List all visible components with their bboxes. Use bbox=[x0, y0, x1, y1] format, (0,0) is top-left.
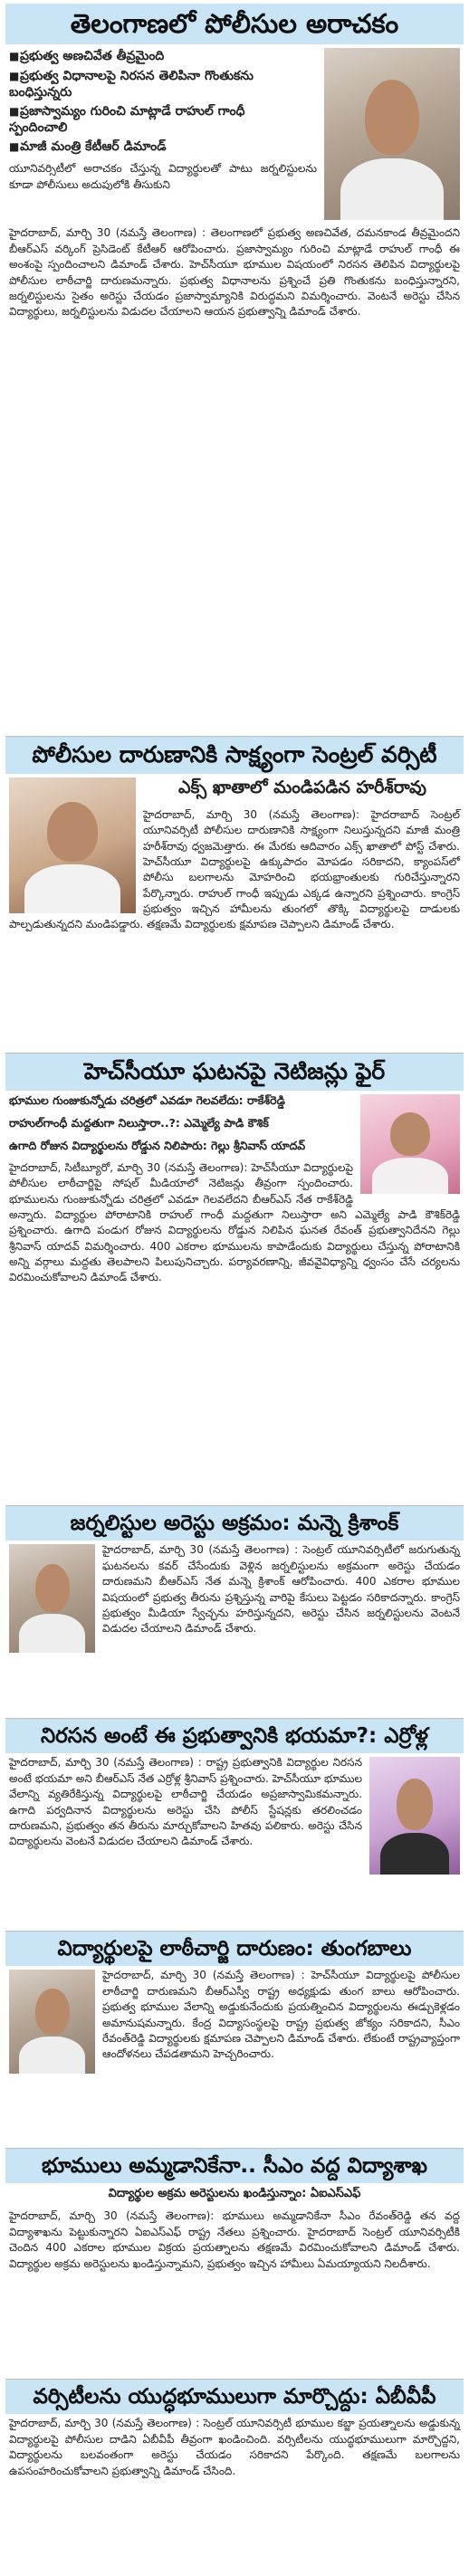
headline-journalists-arrest: జర్నలిస్టుల అరెస్టు అక్రమం: మన్నె క్రిశాంక్ bbox=[5, 1506, 464, 1541]
headline-education-dept: భూములు అమ్మడానికేనా.. సీఎం వద్ద విద్యాశాఖ bbox=[5, 2149, 464, 2183]
article-harish bbox=[5, 737, 464, 1054]
headline-abvp: వర్సిటీలను యుద్ధభూములుగా మార్చొద్దు: ఏబీవీపీ bbox=[5, 2380, 464, 2414]
article-body: హైదరాబాద్, మార్చి 30 (నమస్తే తెలంగాణ) : సెంట్రల్ యూనివర్సిటీ భూముల కబ్జా ప్రయత్నాలను అడ్డుకున్న విద్యార్థులపై పోలీసుల దాడిని ఏబీవీపీ తీవ్రంగా ఖండించింది. వర్సిటీలను యుద్ధభూములుగా మార్చొద్దని, విద్యార్థులను బలవంతంగా అరెస్టు చేయడం సరికాదని పేర్కొంది. తక్షణమే బలగాలను ఉపసంహరించుకోవాలని ప్రభుత్వాన్ని డిమాండ్ చేసింది. bbox=[9, 2417, 460, 2477]
article-krishank bbox=[5, 1506, 464, 1719]
highlight-item: ■ప్రభుత్వ విధానాలపై నిరసన తెలిపినా గొంతుకను బంధిస్తున్నరు bbox=[9, 68, 254, 100]
article-aisf bbox=[5, 2149, 464, 2380]
highlights-list bbox=[5, 44, 295, 159]
article-body: హైదరాబాద్, మార్చి 30 (నమస్తే తెలంగాణ) : సెంట్రల్ యూనివర్సిటీలో జరుగుతున్న ఘటనలను కవర్ చేసేందుకు వెళ్లిన జర్నలిస్టులను అక్రమంగా అరెస్టు చేయడం దారుణమని బీఆర్ఎస్ నేత మన్నె క్రిశాంక్ ఆరోపించారు. 400 ఎకరాల భూముల విషయంలో ప్రభుత్వ తీరును ప్రశ్నిస్తున్న వారిపై కేసులు పెట్టడం సరికాదన్నారు. కాంగ్రెస్ ప్రభుత్వం మీడియా స్వేచ్ఛను హరిస్తున్నదని, అరెస్టు చేసిన జర్నలిస్టులను వెంటనే విడుదల చేయాలని డిమాండ్ చేశారు. bbox=[102, 1543, 460, 1636]
krishank-photo bbox=[9, 1544, 95, 1653]
article-body: హైదరాబాద్, మార్చి 30 (నమస్తే తెలంగాణ): భూములు అమ్మడానికేనా సీఎం రేవంత్‌రెడ్డి తన వద్ద విద్యాశాఖను పెట్టుకున్నారని ఏఐఎస్ఎఫ్ రాష్ట్ర నేతలు ప్రశ్నించారు. హైదరాబాద్ సెంట్రల్ యూనివర్సిటీకి చెందిన 400 ఎకరాల భూముల విక్రయ ప్రయత్నాలను తక్షణమే విరమించుకోవాలని డిమాండ్ చేశారు. విద్యార్థుల అక్రమ అరెస్టులను ఖండిస్తున్నామని, ప్రభుత్వం ఇచ్చిన హామీలు ఏమయ్యాయని నిలదీశారు. bbox=[9, 2209, 460, 2270]
headline-lathicharge: విద్యార్థులపై లాఠీచార్జి దారుణం: తుంగబాలు bbox=[5, 1932, 464, 1966]
side-column-text: యూనివర్సిటీలో అరాచకం చేస్తున్న విద్యార్థులతో పాటు జర్నలిస్టులను కూడా పోలీసులు అదుపులోకి తీసుకుని bbox=[9, 162, 317, 191]
headline-central-university: పోలీసుల దారుణానికి సాక్ష్యంగా సెంట్రల్ వర్సిటీ bbox=[5, 737, 464, 774]
ktr-photo bbox=[324, 48, 460, 220]
subheadline: ఎక్స్ ఖాతాలో మండిపడిన హరీశ్‌రావు bbox=[178, 777, 426, 797]
article-tunga-balu bbox=[5, 1932, 464, 2149]
article-body: హైదరాబాద్, సిటీబ్యూరో, మార్చి 30 (నమస్తే తెలంగాణ): హెచ్‌సీయూ విద్యార్థులపై పోలీసుల లాఠీచార్జిపై సోషల్ మీడియాలో నెటిజన్లు తీవ్రంగా స్పందించారు. భూములను గుంజుకున్నోడు చరిత్రలో ఎవడూ గెలవలేదని బీఆర్ఎస్ నేత రాకేశ్‌రెడ్డి అన్నారు. విద్యార్థుల పోరాటానికి రాహుల్ గాంధీ మద్దతుగా నిలుస్తారా అని ఎమ్మెల్యే పాడి కౌశిక్‌రెడ్డి ప్రశ్నించారు. ఉగాది పండుగ రోజున విద్యార్థులను రోడ్డున నిలిపిన ఘనత రేవంత్ ప్రభుత్వానిదేనని గెల్లు శ్రీనివాస్ యాదవ్ విమర్శించారు. 400 ఎకరాల భూములను కాపాడేందుకు విద్యార్థులు చేస్తున్న పోరాటానికి అన్ని వర్గాలు మద్దతు తెలపాలని పిలుపునిచ్చారు. పర్యావరణాన్ని, జీవవైవిధ్యాన్ని ధ్వంసం చేసే చర్యలను విరమించుకోవాలని డిమాండ్ చేశారు. bbox=[9, 1160, 460, 1284]
subheadline: విద్యార్థుల అక్రమ అరెస్టులను ఖండిస్తున్నాం: ఏఐఎస్ఎఫ్ bbox=[108, 2187, 361, 2201]
headline-police-anarchy: తెలంగాణలో పోలీసుల అరాచకం bbox=[5, 4, 464, 44]
leader-photo bbox=[360, 1094, 460, 1194]
highlight-item: ■ప్రభుత్వ అణచివేత తీవ్రమైంది bbox=[9, 49, 165, 64]
article-netizens bbox=[5, 1054, 464, 1506]
article-abvp bbox=[5, 2380, 464, 2520]
harish-photo bbox=[9, 778, 136, 913]
kicker-line: ఉగాది రోజున విద్యార్థులను రోడ్డున నిలిపారు: గెల్లు శ్రీనివాస్ యాదవ్ bbox=[9, 1138, 306, 1152]
article-body: హైదరాబాద్, మార్చి 30 (నమస్తే తెలంగాణ) : రాష్ట్ర ప్రభుత్వానికి విద్యార్థుల నిరసన అంటే భయమా అని బీఆర్ఎస్ నేత ఎర్రోళ్ల శ్రీనివాస్ ప్రశ్నించారు. హెచ్‌సీయూ భూముల వేలాన్ని వ్యతిరేకిస్తున్న విద్యార్థులపై లాఠీచార్జి చేయడం అప్రజాస్వామికమన్నారు. ఉగాది పర్వదినాన విద్యార్థులను అరెస్టు చేసి పోలీస్ స్టేషన్లకు తరలించడం దారుణమని, ప్రభుత్వం తన తీరును మార్చుకోవాలని హితవు పలికారు. అరెస్టు చేసిన విద్యార్థులను వెంటనే విడుదల చేయాలని డిమాండ్ చేశారు. bbox=[9, 1756, 362, 1848]
highlight-item: ■ప్రజాస్వామ్యం గురించి మాట్లాడే రాహుల్ గాంధీ స్పందించాలి bbox=[9, 103, 245, 136]
kicker-line: రాహుల్‌గాంధీ మద్దతుగా నిలుస్తారా..?: ఎమ్మెల్యే పాడి కౌశిక్ bbox=[9, 1115, 269, 1130]
article-body: హైదరాబాద్, మార్చి 30 (నమస్తే తెలంగాణ) : తెలంగాణలో ప్రభుత్వ అణచివేత, దమనకాండ తీవ్రమైందని బీఆర్ఎస్ వర్కింగ్ ప్రెసిడెంట్ కేటీఆర్ ఆరోపించారు. ప్రజాస్వామ్యం గురించి మాట్లాడే రాహుల్ గాంధీ ఈ అంశంపై స్పందించాలని డిమాండ్ చేశారు. హెచ్‌సీయూ భూముల విషయంలో నిరసన తెలిపిన విద్యార్థులపై పోలీసుల లాఠీచార్జి దారుణమన్నారు. ప్రభుత్వ విధానాలను ప్రశ్నించే ప్రతి గొంతుకను బంధిస్తున్నారని, జర్నలిస్టులను సైతం అరెస్టు చేయడం ప్రజాస్వామ్యానికి విరుద్ధమని విమర్శించారు. వెంటనే అరెస్టు చేసిన విద్యార్థులు, జర్నలిస్టులను విడుదల చేయాలని ఆయన ప్రభుత్వాన్ని డిమాండ్ చేశారు. bbox=[9, 226, 460, 319]
article-ktr bbox=[5, 4, 464, 737]
article-body: హైదరాబాద్, మార్చి 30 (నమస్తే తెలంగాణ): హైదరాబాద్ సెంట్రల్ యూనివర్సిటీ పోలీసుల దారుణానికి సాక్ష్యంగా నిలుస్తున్నదని మాజీ మంత్రి హరీశ్‌రావు ధ్వజమెత్తారు. ఈ మేరకు ఆదివారం ఎక్స్ ఖాతాలో పోస్ట్ చేశారు. హెచ్‌సీయూ విద్యార్థులపై ఉక్కుపాదం మోపడం సరికాదని, క్యాంపస్‌లో పోలీసు బలగాలను మోహరించి భయభ్రాంతులకు గురిచేస్తున్నారని పేర్కొన్నారు. రాహుల్ గాంధీ ఇప్పుడు ఎక్కడ ఉన్నారని ప్రశ్నించారు. కాంగ్రెస్ ప్రభుత్వం ఇచ్చిన హామీలను తుంగలో తొక్కి విద్యార్థులపై దాడులకు పాల్పడుతున్నదని మండిపడ్డారు. తక్షణమే విద్యార్థులకు క్షమాపణ చెప్పాలని డిమాండ్ చేశారు. bbox=[9, 807, 460, 931]
kicker-line: భూముల గుంజుకున్నోడు చరిత్రలో ఎవడూ గెలవలేదు: రాకేశ్‌రెడ్డి bbox=[9, 1092, 285, 1107]
article-body: హైదరాబాద్, మార్చి 30 (నమస్తే తెలంగాణ) : హెచ్‌సీయూ విద్యార్థులపై పోలీసుల లాఠీచార్జి దారుణమని బీఆర్ఎస్వీ రాష్ట్ర అధ్యక్షుడు తుంగ బాలు ఆరోపించారు. ప్రభుత్వ భూముల వేలాన్ని అడ్డుకునేందుకు ప్రయత్నించిన విద్యార్థులను ఈడ్చుకెళ్లడం అమానుషమన్నారు. కేంద్ర విద్యాసంస్థలపై రాష్ట్ర ప్రభుత్వ జోక్యం సరికాదని, సీఎం రేవంత్‌రెడ్డి విద్యార్థులకు క్షమాపణ చెప్పాలని డిమాండ్ చేశారు. లేకుంటే రాష్ట్రవ్యాప్తంగా ఆందోళనలు చేపడతామని హెచ్చరించారు. bbox=[102, 1969, 460, 2061]
headline-protest-fear: నిరసన అంటే ఈ ప్రభుత్వానికి భయమా?: ఎర్రోళ్ల bbox=[5, 1719, 464, 1753]
tunga-balu-photo bbox=[9, 1970, 95, 2074]
highlight-item: ■మాజీ మంత్రి కేటీఆర్ డిమాండ్ bbox=[9, 139, 167, 155]
headline-hcu-netizens: హెచ్‌సీయూ ఘటనపై నెటిజన్లు ఫైర్ bbox=[5, 1054, 464, 1091]
errolla-photo bbox=[369, 1757, 460, 1875]
article-errolla bbox=[5, 1719, 464, 1932]
